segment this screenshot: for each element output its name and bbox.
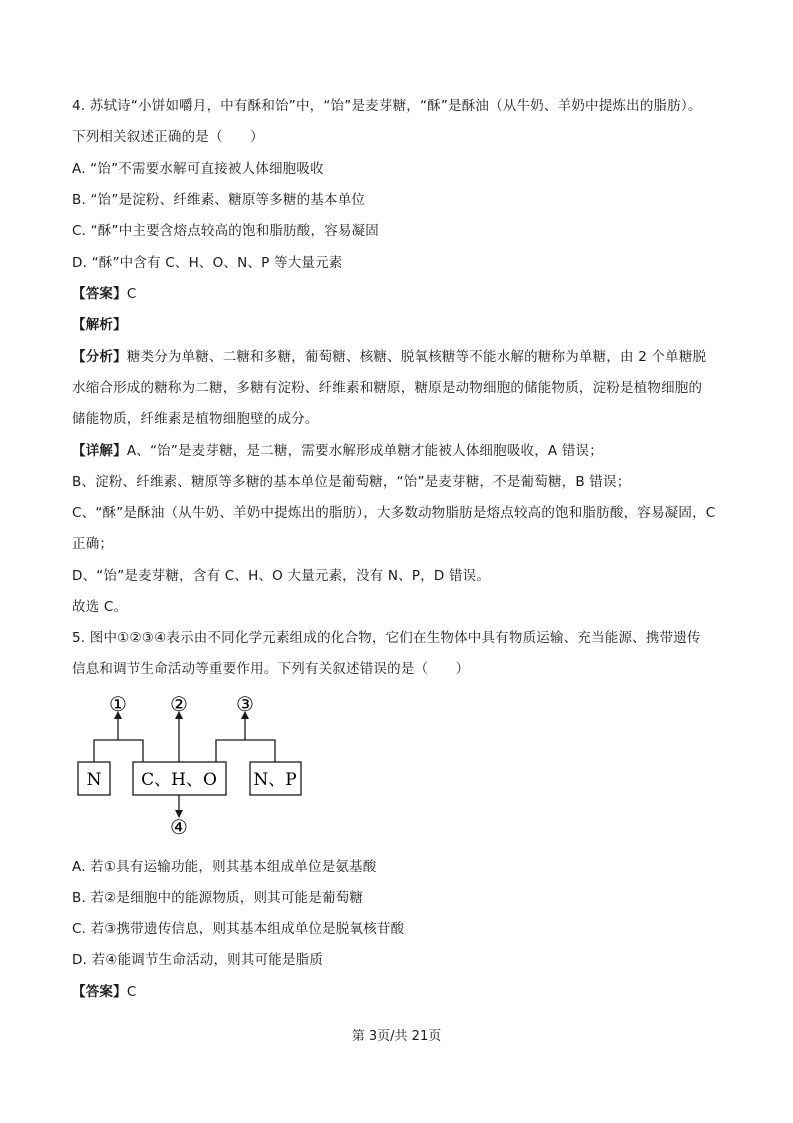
q5-option-c: C. 若③携带遗传信息，则其基本组成单位是脱氧核苷酸 xyxy=(72,921,405,937)
element-compound-diagram xyxy=(72,690,312,840)
q4-stem-line2: 下列相关叙述正确的是（ ） xyxy=(72,129,264,145)
box-n-label: N xyxy=(86,770,102,790)
q5-option-a: A. 若①具有运输功能，则其基本组成单位是氨基酸 xyxy=(72,859,377,875)
q4-xiangjie-line1 xyxy=(72,441,603,461)
q4-fenxi-line2: 水缩合形成的糖称为二糖，多糖有淀粉、纤维素和糖原，糖原是动物细胞的储能物质，淀粉是植物细胞的 xyxy=(72,380,703,396)
q4-fenxi-line1 xyxy=(72,347,706,367)
q4-xiangjie-line5: D、“饴”是麦芽糖，含有 C、H、O 大量元素，没有 N、P，D 错误。 xyxy=(72,568,491,584)
q4-xiangjie-line4: 正确； xyxy=(72,536,114,552)
xiangjie-tag: 【详解】 xyxy=(72,443,127,459)
q4-analysis-tag: 【解析】 xyxy=(72,317,127,333)
q4-option-b: B. “饴”是淀粉、纤维素、糖原等多糖的基本单位 xyxy=(72,192,366,208)
q4-fenxi-line3: 储能物质，纤维素是植物细胞壁的成分。 xyxy=(72,411,319,427)
q4-option-a: A. “饴”不需要水解可直接被人体细胞吸收 xyxy=(72,161,324,177)
fenxi-tag: 【分析】 xyxy=(72,349,127,365)
answer-tag: 【答案】 xyxy=(72,984,127,1000)
q5-option-b: B. 若②是细胞中的能源物质，则其可能是葡萄糖 xyxy=(72,890,364,906)
answer-value: C xyxy=(126,984,137,1000)
compound-1-label: ① xyxy=(109,692,127,716)
connector-1 xyxy=(94,740,143,762)
q5-stem-line2: 信息和调节生命活动等重要作用。下列有关叙述错误的是（ ） xyxy=(72,661,470,677)
answer-tag: 【答案】 xyxy=(72,286,127,302)
q4-stem-line1: 4. 苏轼诗“小饼如嚼月，中有酥和饴”中，“饴”是麦芽糖，“酥”是酥油（从牛奶、羊奶中提炼出的脂肪）。 xyxy=(72,98,702,114)
compound-3-label: ③ xyxy=(236,692,254,716)
compound-2-label: ② xyxy=(170,692,188,716)
box-np-label: N、P xyxy=(253,770,297,790)
answer-value: C xyxy=(126,286,137,302)
q4-option-d: D. “酥”中含有 C、H、O、N、P 等大量元素 xyxy=(72,255,343,271)
q4-answer xyxy=(72,284,136,304)
connector-3 xyxy=(216,740,275,762)
q5-stem-line1: 5. 图中①②③④表示由不同化学元素组成的化合物，它们在生物体中具有物质运输、充当能源、携带遗传 xyxy=(72,630,701,646)
q4-xiangjie-line3: C、“酥”是酥油（从牛奶、羊奶中提炼出的脂肪），大多数动物脂肪是熔点较高的饱和脂肪酸，容易凝固，C xyxy=(72,505,716,521)
box-chno-label: C、H、O xyxy=(141,770,217,790)
fenxi-text-1: 糖类分为单糖、二糖和多糖，葡萄糖、核糖、脱氧核糖等不能水解的糖称为单糖，由 2 个单糖脱 xyxy=(126,349,707,365)
q5-option-d: D. 若④能调节生命活动，则其可能是脂质 xyxy=(72,952,324,968)
q4-conclusion: 故选 C。 xyxy=(72,599,128,615)
q4-xiangjie-line2: B、淀粉、纤维素、糖原等多糖的基本单位是葡萄糖，“饴”是麦芽糖，不是葡萄糖，B 错误； xyxy=(72,474,631,490)
xiangjie-text-1: A、“饴”是麦芽糖，是二糖，需要水解形成单糖才能被人体细胞吸收，A 错误； xyxy=(126,443,603,459)
compound-4-label: ④ xyxy=(170,815,188,839)
q4-option-c: C. “酥”中主要含熔点较高的饱和脂肪酸，容易凝固 xyxy=(72,223,379,239)
q5-answer xyxy=(72,982,136,1002)
page-footer: 第 3页/共 21页 xyxy=(351,1029,442,1044)
